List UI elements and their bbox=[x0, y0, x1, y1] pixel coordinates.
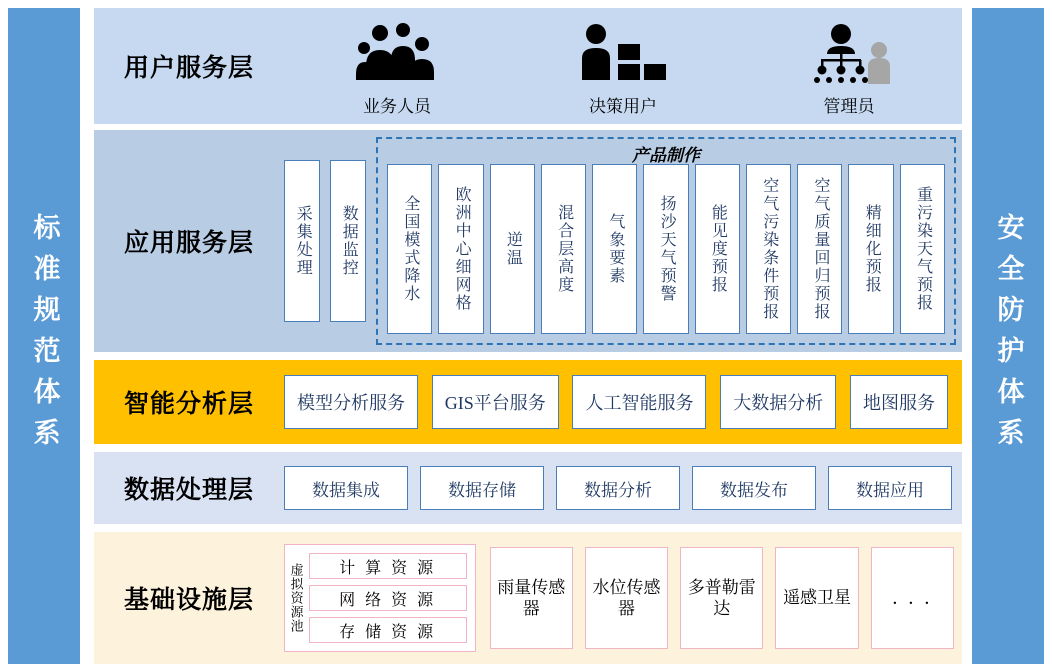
product-item-visibility-forecast[interactable]: 能见度预报 bbox=[695, 164, 740, 334]
person-with-blocks-icon bbox=[580, 22, 666, 88]
product-item-inversion[interactable]: 逆温 bbox=[490, 164, 535, 334]
virtual-resource-pool bbox=[284, 544, 476, 652]
user-role-decision-label: 决策用户 bbox=[589, 96, 657, 116]
product-item-heavy-pollution-weather-forecast[interactable]: 重污染天气预报 bbox=[900, 164, 945, 334]
user-role-business-label: 业务人员 bbox=[363, 96, 431, 116]
pool-row-network[interactable]: 网 络 资 源 bbox=[309, 585, 467, 611]
analysis-item-ai-service[interactable]: 人工智能服务 bbox=[572, 375, 706, 429]
layer-application-service-title: 应用服务层 bbox=[123, 230, 254, 257]
product-item-air-quality-regression-forecast[interactable]: 空气质量回归预报 bbox=[797, 164, 842, 334]
layer-infrastructure-body bbox=[284, 532, 962, 664]
layer-application-service bbox=[94, 130, 962, 352]
left-pillar-standards bbox=[8, 8, 80, 664]
product-item-national-model-precipitation[interactable]: 全国模式降水 bbox=[387, 164, 432, 334]
product-item-mixing-layer-height[interactable]: 混合层高度 bbox=[541, 164, 586, 334]
layer-infrastructure-title: 基础设施层 bbox=[123, 587, 254, 614]
device-remote-sensing-satellite[interactable]: 遥感卫星 bbox=[775, 547, 858, 649]
app-item-collection-processing[interactable]: 采集处理 bbox=[284, 160, 320, 322]
layer-data-processing bbox=[94, 452, 962, 524]
app-item-data-monitoring[interactable]: 数据监控 bbox=[330, 160, 366, 322]
layer-infrastructure bbox=[94, 532, 962, 664]
layer-data-processing-body bbox=[284, 452, 962, 524]
device-more-placeholder: . . . bbox=[871, 547, 954, 649]
layer-intelligent-analysis-body bbox=[284, 360, 962, 444]
product-item-meteorological-elements[interactable]: 气象要素 bbox=[592, 164, 637, 334]
analysis-item-gis-service[interactable]: GIS平台服务 bbox=[432, 375, 559, 429]
left-pillar-label: 标准规范体系 bbox=[29, 213, 60, 459]
data-item-analysis[interactable]: 数据分析 bbox=[556, 466, 680, 510]
device-doppler-radar[interactable]: 多普勒雷达 bbox=[680, 547, 763, 649]
org-chart-person-icon bbox=[807, 22, 891, 88]
layer-intelligent-analysis-title: 智能分析层 bbox=[123, 391, 254, 418]
product-creation-group bbox=[376, 137, 956, 345]
product-item-refined-forecast[interactable]: 精细化预报 bbox=[848, 164, 893, 334]
analysis-item-big-data[interactable]: 大数据分析 bbox=[720, 375, 836, 429]
product-item-ecmwf-fine-grid[interactable]: 欧洲中心细网格 bbox=[438, 164, 483, 334]
analysis-item-map-service[interactable]: 地图服务 bbox=[850, 375, 948, 429]
user-role-decision[interactable] bbox=[533, 22, 713, 117]
layer-intelligent-analysis bbox=[94, 360, 962, 444]
product-creation-title: 产品制作 bbox=[632, 146, 700, 165]
device-water-level-sensor[interactable]: 水位传感器 bbox=[585, 547, 668, 649]
product-item-air-pollution-conditions-forecast[interactable]: 空气污染条件预报 bbox=[746, 164, 791, 334]
layer-data-processing-title: 数据处理层 bbox=[123, 477, 254, 504]
device-rain-gauge[interactable]: 雨量传感器 bbox=[490, 547, 573, 649]
layer-user-service-title: 用户服务层 bbox=[123, 55, 254, 82]
layer-user-service-body bbox=[284, 8, 962, 124]
pool-row-storage[interactable]: 存 储 资 源 bbox=[309, 617, 467, 643]
data-item-storage[interactable]: 数据存储 bbox=[420, 466, 544, 510]
product-item-blowing-sand-warning[interactable]: 扬沙天气预警 bbox=[643, 164, 688, 334]
data-item-application[interactable]: 数据应用 bbox=[828, 466, 952, 510]
user-role-admin[interactable] bbox=[759, 22, 939, 117]
right-pillar-label: 安全防护体系 bbox=[993, 213, 1024, 459]
user-role-admin-label: 管理员 bbox=[823, 96, 875, 116]
pool-row-compute[interactable]: 计 算 资 源 bbox=[309, 553, 467, 579]
group-of-people-icon bbox=[356, 22, 438, 88]
layer-application-service-body bbox=[284, 130, 962, 352]
right-pillar-security bbox=[972, 8, 1044, 664]
data-item-integration[interactable]: 数据集成 bbox=[284, 466, 408, 510]
virtual-resource-pool-label: 虚拟资源池 bbox=[288, 563, 304, 633]
data-item-publishing[interactable]: 数据发布 bbox=[692, 466, 816, 510]
user-role-business[interactable] bbox=[307, 22, 487, 117]
layer-user-service bbox=[94, 8, 962, 124]
analysis-item-model-service[interactable]: 模型分析服务 bbox=[284, 375, 418, 429]
